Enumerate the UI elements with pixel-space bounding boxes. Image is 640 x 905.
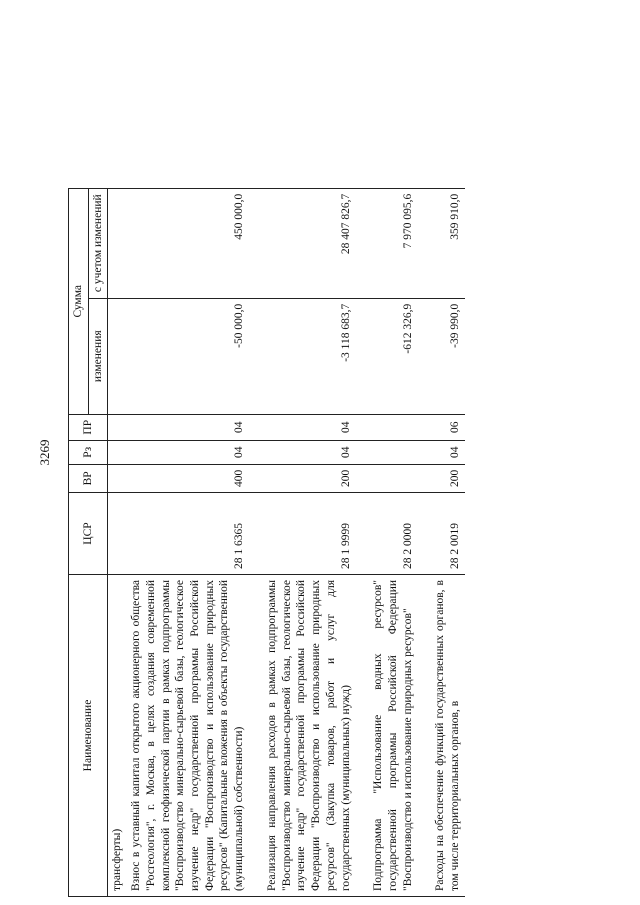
row-change: -3 118 683,7 — [263, 298, 355, 414]
row-rz — [108, 440, 127, 464]
row-name: трансферты) — [108, 575, 127, 897]
row-change: -612 326,9 — [369, 298, 417, 414]
row-csr — [108, 493, 127, 575]
page-number: 3269 — [37, 439, 52, 466]
table-row — [431, 188, 464, 896]
row-pr: 04 — [263, 414, 355, 440]
row-name: Подпрограмма "Использование водных ресурсов" государственной программы Российской Федерации "Воспроизводство и использование природных ресурсов" — [369, 575, 417, 897]
row-total: 359 910,0 — [431, 188, 464, 298]
row-vr — [108, 464, 127, 492]
budget-table — [68, 188, 465, 897]
row-pr — [108, 414, 127, 440]
row-spacer — [417, 188, 431, 896]
row-total: 7 970 095,6 — [369, 188, 417, 298]
header-sum: Сумма — [69, 188, 89, 414]
row-name: Реализация направления расходов в рамках подпрограммы "Воспроизводство минерально-сырьевой базы, геологическое изучение недр" государственной программы Российской Федерации "Воспроизводство и использование природных ресурсов" (Закупка товаров, работ и услуг для государственных (муниципальных) нужд) — [263, 575, 355, 897]
header-pr: ПР — [69, 414, 108, 440]
header-name: Наименование — [69, 575, 108, 897]
row-csr: 28 1 6365 — [127, 493, 249, 575]
row-vr: 200 — [431, 464, 464, 492]
row-spacer — [249, 188, 263, 896]
row-csr: 28 1 9999 — [263, 493, 355, 575]
row-vr: 200 — [263, 464, 355, 492]
row-pr — [369, 414, 417, 440]
row-rz: 04 — [431, 440, 464, 464]
row-pr: 06 — [431, 414, 464, 440]
row-csr: 28 2 0000 — [369, 493, 417, 575]
row-total: 28 407 826,7 — [263, 188, 355, 298]
row-rz: 04 — [127, 440, 249, 464]
table-row — [263, 188, 355, 896]
row-name: Расходы на обеспечение функций государственных органов, в том числе территориальных органов, в — [431, 575, 464, 897]
header-change: изменения — [88, 298, 108, 414]
row-change: -50 000,0 — [127, 298, 249, 414]
row-total — [108, 188, 127, 298]
header-total: с учетом изменений — [88, 188, 108, 298]
row-name: Взнос в уставный капитал открытого акционерного общества "Росгеология", г. Москва, в целях создания современной комплексной геофизической партии в рамках подпрограммы "Воспроизводство минерально-сырьевой базы, геологическое изучение недр" государственной программы Российской Федерации "Воспроизводство и использование природных ресурсов" (Капитальные вложения в объекты государственной (муниципальной) собственности) — [127, 575, 249, 897]
header-vr: ВР — [69, 464, 108, 492]
header-csr: ЦСР — [69, 493, 108, 575]
row-rz: 04 — [263, 440, 355, 464]
table-row — [127, 188, 249, 896]
row-vr: 400 — [127, 464, 249, 492]
row-rz — [369, 440, 417, 464]
table-row — [108, 188, 127, 896]
row-change: -39 990,0 — [431, 298, 464, 414]
row-spacer — [355, 188, 369, 896]
row-pr: 04 — [127, 414, 249, 440]
row-total: 450 000,0 — [127, 188, 249, 298]
row-csr: 28 2 0019 — [431, 493, 464, 575]
header-rz: Рз — [69, 440, 108, 464]
row-change — [108, 298, 127, 414]
table-row — [369, 188, 417, 896]
row-vr — [369, 464, 417, 492]
